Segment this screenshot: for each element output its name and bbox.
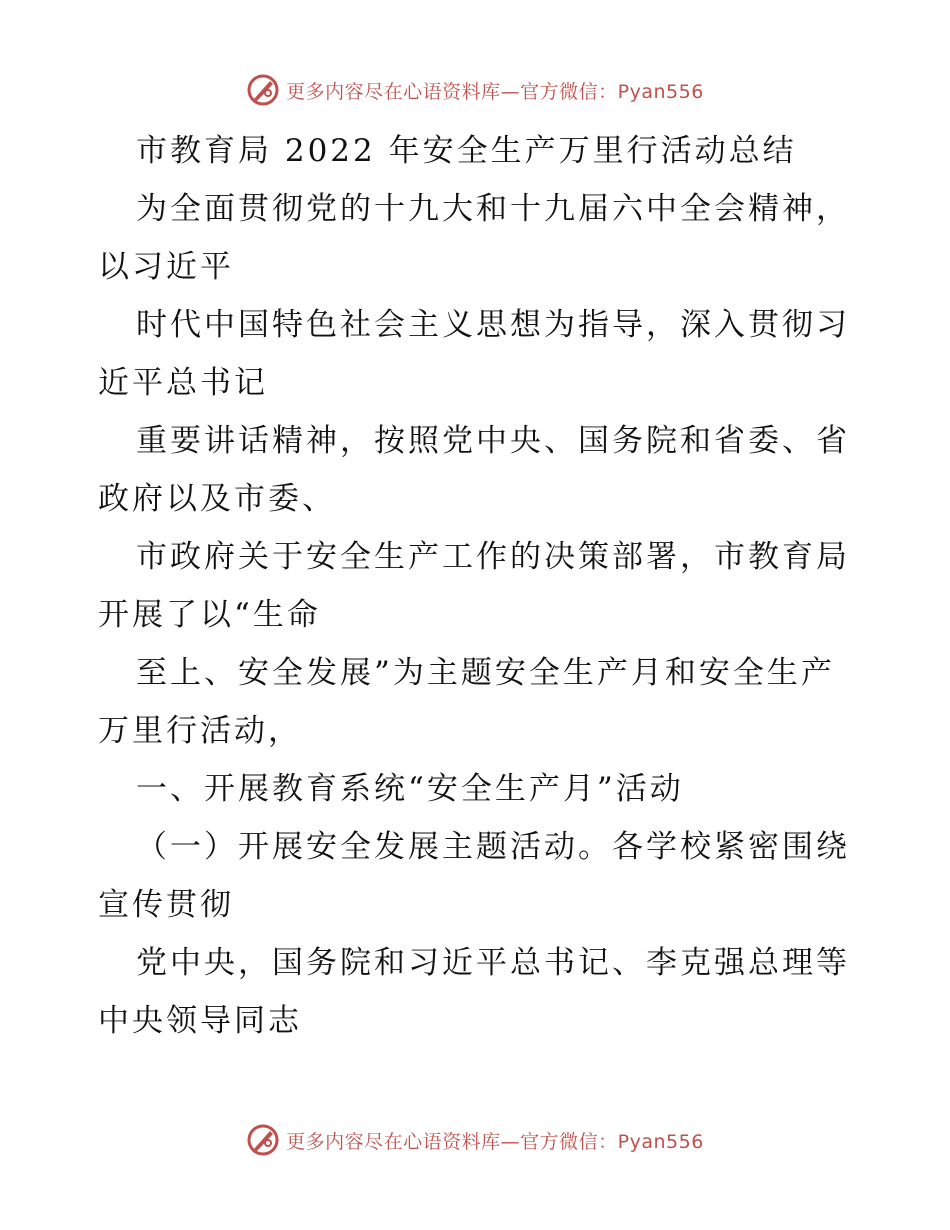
watermark-text: 更多内容尽在心语资料库—官方微信：Pyan556 <box>286 80 704 103</box>
text-line: 重要讲话精神，按照党中央、国务院和省委、省 <box>136 423 850 459</box>
text-line: 党中央，国务院和习近平总书记、李克强总理等 <box>136 945 850 981</box>
quill-logo-icon <box>246 73 280 107</box>
text-line: 万里行活动， <box>98 713 302 749</box>
document-title: 市教育局 2022 年安全生产万里行活动总结 <box>136 133 797 169</box>
text-line: 宣传贯彻 <box>98 887 234 923</box>
watermark-text: 更多内容尽在心语资料库—官方微信：Pyan556 <box>286 1130 704 1153</box>
text-line: 开展了以“生命 <box>98 597 321 633</box>
header-watermark <box>0 70 950 110</box>
quill-logo-icon <box>246 1123 280 1157</box>
text-line: （一）开展安全发展主题活动。各学校紧密围绕 <box>136 829 850 865</box>
text-line: 至上、安全发展”为主题安全生产月和安全生产 <box>136 655 835 691</box>
text-line: 市政府关于安全生产工作的决策部署，市教育局 <box>136 539 850 575</box>
text-line: 以习近平 <box>98 249 234 285</box>
text-line: 近平总书记 <box>98 365 268 401</box>
text-line: 一、开展教育系统“安全生产月”活动 <box>136 771 684 807</box>
text-line: 为全面贯彻党的十九大和十九届六中全会精神， <box>136 191 850 227</box>
footer-watermark <box>0 1120 950 1160</box>
text-line: 中央领导同志 <box>98 1003 302 1039</box>
text-line: 政府以及市委、 <box>98 481 336 517</box>
text-line: 时代中国特色社会主义思想为指导，深入贯彻习 <box>136 307 850 343</box>
document-body <box>98 122 858 1050</box>
